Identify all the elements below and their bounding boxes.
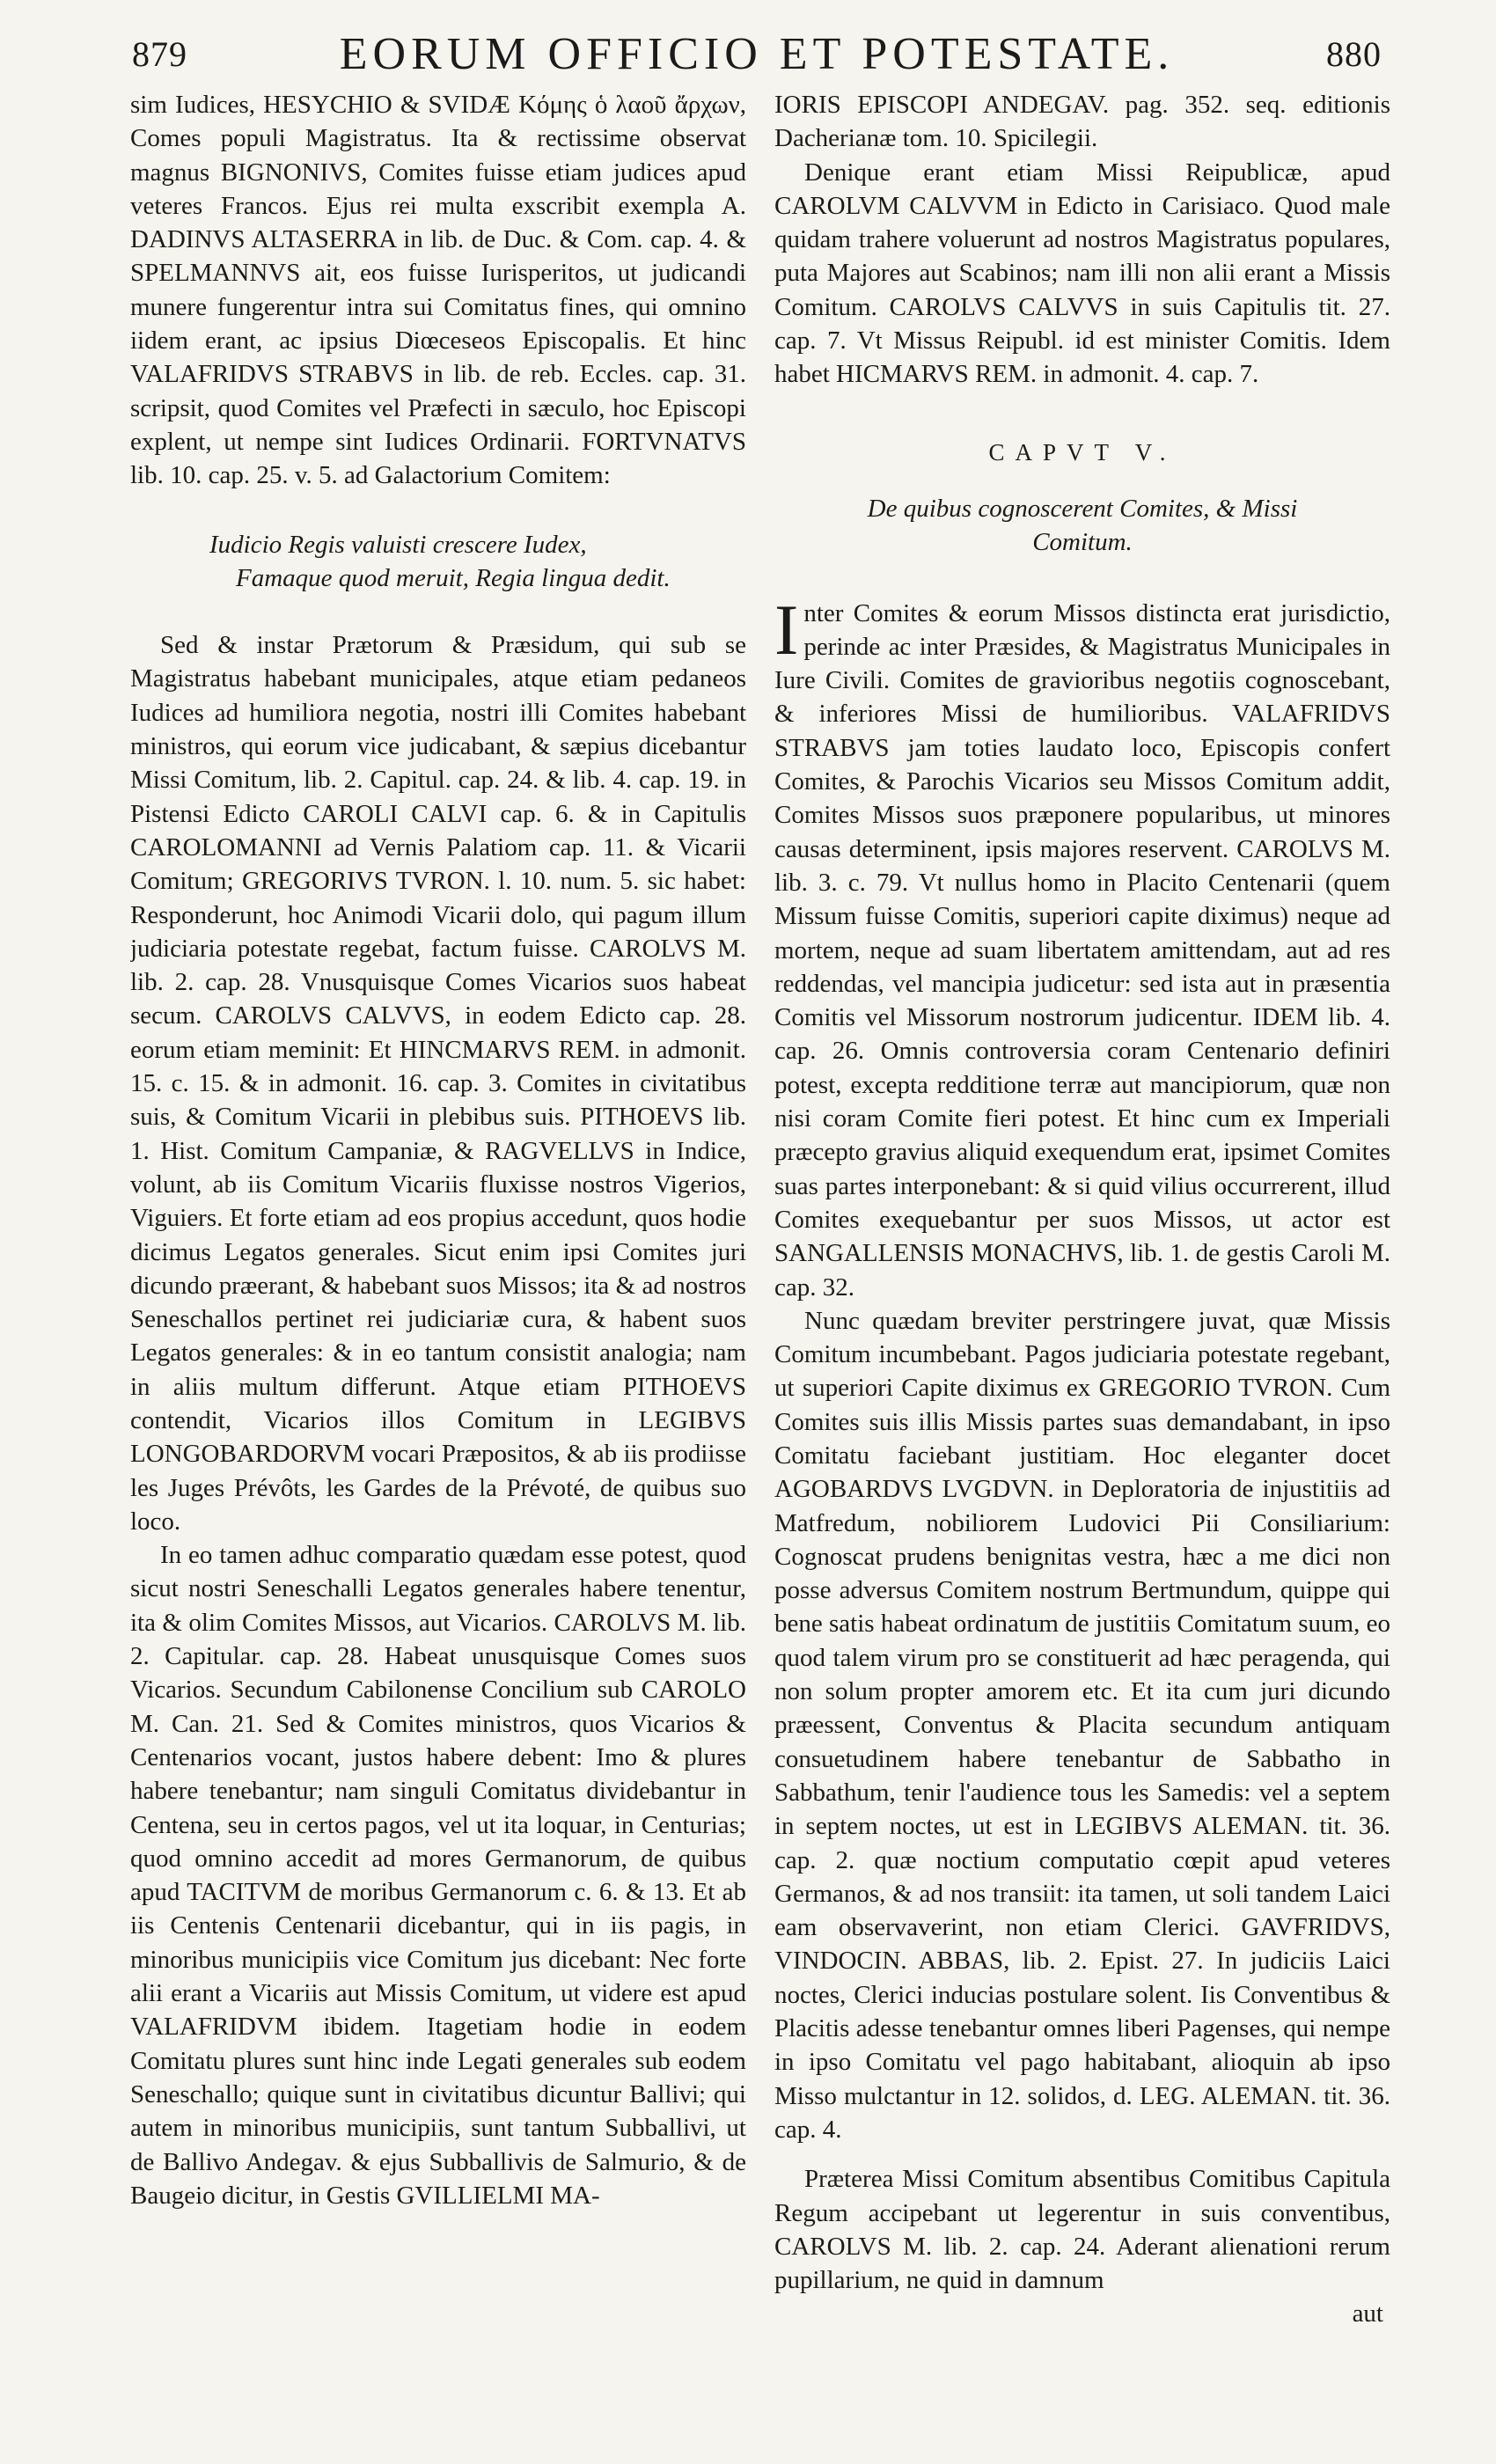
paragraph: Præterea Missi Comitum absentibus Comitibus Capitula Regum accipebant ut legerentur in suis conventibus, CAROLVS M. lib. 2. cap. 24. Aderant alienationi rerum pupillarium, ne quid in damnum bbox=[774, 2165, 1390, 2295]
verse-quotation bbox=[209, 528, 746, 596]
paragraph: Nunc quædam breviter perstringere juvat, quæ Missis Comitum incumbebant. Pagos judiciaria potestate regebant, ut superiori Capite diximus ex GREGORIO TVRON. Cum Comites suis illis Missis partes suas demandabant, in ipso Comitatu faciebant justitiam. Hoc eleganter docet AGOBARDVS LVGDVN. in Deploratoria de injustitiis ad Matfredum, nobiliorem Ludovici Pii Consiliarium: Cognoscat prudens benignitas vestra, hæc a me dici non posse adversus Comitem nostrum Bertmundum, quippe qui bene satis habeat ordinatum de justitiis Comitatum suum, eo quod talem virum pro se constituerit ad hæc peragenda, qui non solum propter amorem etc. Et ita cum juri dicundo præessent, Conventus & Placita secundum antiquam consuetudinem habere tenebantur de Sabbatho in Sabbathum, tenir l'audience tous les Samedis: vel a septem in septem noctes, ut est in LEGIBVS ALEMAN. tit. 36. cap. 2. quæ noctium computatio cœpit apud veteres Germanos, & ad nos transiit: ita tamen, ut soli tandem Laici eam observaverint, non etiam Clerici. GAVFRIDVS, VINDOCIN. ABBAS, lib. 2. Epist. 27. In judiciis Laici noctes, Clerici inducias postulare solent. Iis Conventibus & Placitis adesse tenebantur omnes liberi Pagenses, qui nempe in ipso Comitatu vel pago habitabant, alioquin ab ipso Misso mulctantur in 12. solidos, d. LEG. ALEMAN. tit. 36. cap. 4. bbox=[774, 1306, 1390, 2144]
chapter-heading: CAPVT V. bbox=[988, 438, 1177, 466]
paragraph: IORIS EPISCOPI ANDEGAV. pag. 352. seq. editionis Dacherianæ tom. 10. Spicilegii. bbox=[774, 91, 1390, 153]
page-number-left: 879 bbox=[132, 34, 187, 74]
right-column bbox=[774, 88, 1390, 2429]
left-column bbox=[130, 88, 746, 2429]
page-number-right: 880 bbox=[1326, 34, 1382, 74]
paragraph: Denique erant etiam Missi Reipublicæ, apud CAROLVM CALVVM in Edicto in Carisiaco. Quod male quidam trahere voluerunt ad nostros Magistratus populares, puta Majores aut Scabinos; nam illi non alii erant a Missis Comitum. CAROLVS CALVVS in suis Capitulis tit. 27. cap. 7. Vt Missus Reipubl. id est minister Comitis. Idem habet HICMARVS REM. in admonit. 4. cap. 7. bbox=[774, 158, 1390, 389]
running-header bbox=[132, 29, 1382, 90]
verse-line: Iudicio Regis valuisti crescere Iudex, bbox=[209, 530, 587, 559]
paragraph: sim Iudices, HESYCHIO & SVIDÆ Κόμης ὁ λαοῦ ἄρχων, Comes populi Magistratus. Ita & rectissime observat magnus BIGNONIVS, Comites fuisse etiam judices apud veteres Francos. Ejus rei multa exscribit exempla A. DADINVS ALTASERRA in lib. de Duc. & Com. cap. 4. & SPELMANNVS ait, eos fuisse Iurisperitos, ut judicandi munere fungerentur intra sui Comitatus fines, qui omnino iidem erant, ac ipsius Diœceseos Episcopalis. Et hinc VALAFRIDVS STRABVS in lib. de reb. Eccles. cap. 31. scripsit, quod Comites vel Præfecti in sæculo, hoc Episcopi explent, ut nempe sint Iudices Ordinarii. FORTVNATVS lib. 10. cap. 25. v. 5. ad Galactorium Comitem: bbox=[130, 91, 746, 490]
paragraph: Sed & instar Prætorum & Præsidum, qui sub se Magistratus habebant municipales, atque etiam pedaneos Iudices ad humiliora negotia, nostri illi Comites habebant ministros, qui eorum vice judicabant, & sæpius dicebantur Missi Comitum, lib. 2. Capitul. cap. 24. & lib. 4. cap. 19. in Pistensi Edicto CAROLI CALVI cap. 6. & in Capitulis CAROLOMANNI ad Vernis Palatiom cap. 11. & Vicarii Comitum; GREGORIVS TVRON. l. 10. num. 5. sic habet: Responderunt, hoc Animodi Vicarii dolo, qui pagum illum judiciaria potestate regebat, factum fuisse. CAROLVS M. lib. 2. cap. 28. Vnusquisque Comes Vicarios suos habeat secum. CAROLVS CALVVS, in eodem Edicto cap. 28. eorum etiam meminit: Et HINCMARVS REM. in admonit. 15. c. 15. & in admonit. 16. cap. 3. Comites in civitatibus suis, & Comitum Vicarii in plebibus suis. PITHOEVS lib. 1. Hist. Comitum Campaniæ, & RAGVELLVS in Indice, volunt, ab iis Comitum Vicariis fluxisse nostros Vigerios, Viguiers. Et forte etiam ad eos propius accedunt, quos hodie dicimus Legatos generales. Sicut enim ipsi Comites juri dicundo præerant, & habebant suos Missos; ita & ad nostros Seneschallos pertinet rei judiciariæ cura, & habent suos Legatos generales: & in eo tantum consistit analogia; nam in aliis multum differunt. Atque etiam PITHOEVS contendit, Vicarios illos Comitum in LEGIBVS LONGOBARDORVM vocari Præpositos, & ab iis prodiisse les Juges Prévôts, les Gardes de la Prévoté, de quibus suo loco. bbox=[130, 631, 746, 1536]
verse-line: Famaque quod meruit, Regia lingua dedit. bbox=[236, 563, 671, 592]
paragraph-text: nter Comites & eorum Missos distincta erat jurisdictio, perinde ac inter Præsides, & Magistratus Municipales in Iure Civili. Comites de gravioribus negotiis cognoscebant, & inferiores Missi de humilioribus. VALAFRIDVS STRABVS jam toties laudato loco, Episcopis confert Comites, & Parochis Vicarios seu Missos Comitum addit, Comites Missos suos præponere popularibus, ut minores causas determinent, ipsis majores reservent. CAROLVS M. lib. 3. c. 79. Vt nullus homo in Placito Centenarii (quem Missum fuisse Comitis, superiori capite diximus) neque ad mortem, neque ad suam libertatem amittendam, aut ad res reddendas, vel mancipia judicetur: sed ista aut in præsentia Comitis vel Missorum nostrorum judicentur. IDEM lib. 4. cap. 26. Omnis controversia coram Centenario definiri potest, excepta redditione terræ aut mancipiorum, quæ non nisi coram Comite fieri potest. Et hinc cum ex Imperiali præcepto gravius aliquid exequendum erat, ipsimet Comites suas partes interponebant: & si quid vilius occurrerent, illud Comites exequebantur per suos Missos, ut actor est SANGALLENSIS MONACHVS, lib. 1. de gestis Caroli M. cap. 32. bbox=[774, 598, 1390, 1302]
paragraph: In eo tamen adhuc comparatio quædam esse potest, quod sicut nostri Seneschalli Legatos generales habere tenentur, ita & olim Comites Missos, aut Vicarios. CAROLVS M. lib. 2. Capitular. cap. 28. Habeat unusquisque Comes suos Vicarios. Secundum Cabilonense Concilium sub CAROLO M. Can. 21. Sed & Comites ministros, quos Vicarios & Centenarios vocant, justos habere debent: Imo & plures habere tenebantur; nam singuli Comitatus dividebantur in Centena, seu in certos pagos, vel ut ita loquar, in Centurias; quod omnino accedit ad mores Germanorum, de quibus apud TACITVM de moribus Germanorum c. 6. & 13. Et ab iis Centenis Centenarii dicebantur, qui in iis pagis, in minoribus municipiis vice Comitum jus dicebant: Nec forte alii erant a Vicariis aut Missis Comitum, ut videre est apud VALAFRIDVM ibidem. Itagetiam hodie in eodem Comitatu plures sunt hinc inde Legati generales sub eodem Seneschallo; quique sunt in civitatibus dicuntur Ballivi; qui autem in minoribus municipiis, sunt tantum Subballivi, ut de Ballivo Andegav. & ejus Subballivis de Salmurio, & de Baugeio dicitur, in Gestis GVILLIELMI MA- bbox=[130, 1541, 746, 2210]
chapter-title: De quibus cognoscerent Comites, & Missi Comitum. bbox=[867, 494, 1298, 557]
paragraph bbox=[774, 589, 1390, 1304]
catchword: aut bbox=[1352, 2299, 1383, 2328]
running-title: EORUM OFFICIO ET POTESTATE. bbox=[339, 29, 1175, 79]
drop-cap: I bbox=[774, 589, 799, 670]
